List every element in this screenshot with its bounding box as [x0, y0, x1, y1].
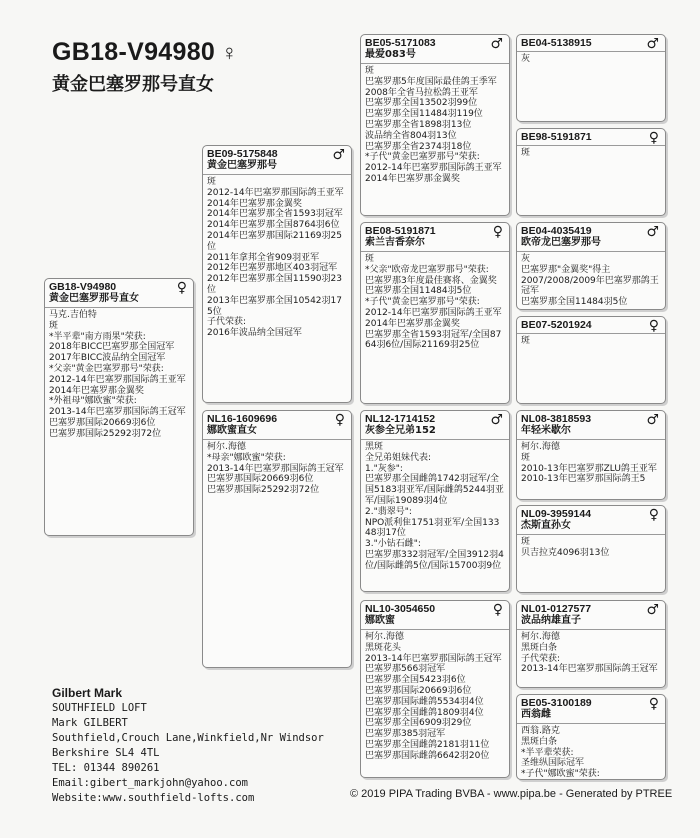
bird-name: 西翁雌	[521, 709, 551, 720]
female-icon: ♀	[176, 280, 187, 296]
owner-info	[52, 686, 324, 806]
ring-number: BE05-5171083	[365, 37, 436, 49]
pedigree-card-sss	[516, 34, 666, 122]
ring-number: NL16-1609696	[207, 413, 278, 425]
ring-number: BE07-5201924	[521, 319, 592, 331]
owner-tel: TEL: 01344 890261	[52, 762, 160, 774]
pedigree-card-ddd	[516, 694, 666, 780]
divider	[517, 629, 665, 630]
ring-number: NL09-3959144	[521, 508, 592, 520]
bird-description: 斑	[521, 336, 531, 346]
divider	[517, 333, 665, 334]
pedigree-card-sire-dam	[360, 222, 510, 404]
pedigree-card-dss	[516, 410, 666, 500]
divider	[517, 145, 665, 146]
ring-number: BE98-5191871	[521, 131, 592, 143]
ring-number: NL10-3054650	[365, 603, 436, 615]
bird-description: 灰 巴塞罗那"金翼奖"得主 2007/2008/2009年巴塞罗那鸽王冠军 巴塞罗那全国11484羽5位	[521, 254, 659, 308]
divider	[517, 723, 665, 724]
male-icon: ♂	[646, 412, 659, 428]
page-subtitle: 黄金巴塞罗那号直女	[52, 74, 214, 95]
bird-name: 黄金巴塞罗那号	[207, 160, 277, 171]
ring-number: NL12-1714152	[365, 413, 436, 425]
ring-number: NL01-0127577	[521, 603, 592, 615]
bird-description: 柯尔.海德 黑斑花头 2013-14年巴塞罗那国际鸽王冠军 巴塞罗那566羽冠军 巴塞罗那全国5423羽6位 巴塞罗那国际20669羽6位 巴塞罗那国际雌鸽5534羽4位 巴塞罗那全国雌鸽1809羽4位 巴塞罗那全国6909羽29位 巴塞罗那385羽冠军 巴塞罗那全国雌鸽2181羽11位 巴塞罗那国际雌鸽6642羽20位	[365, 632, 502, 761]
female-icon: ♀	[648, 318, 659, 334]
bird-description: 柯尔.海德 斑 2010-13年巴塞罗那ZLU鸽王亚军 2010-13年巴塞罗那国际鸽王5	[521, 442, 657, 485]
divider	[517, 51, 665, 52]
female-icon: ♀	[492, 602, 503, 618]
bird-description: 西翁.路克 黑斑白条 *半平辈荣获: 圣维纵国际冠军 *子代"娜欧蜜"荣获:	[521, 726, 600, 780]
divider	[45, 307, 193, 308]
bird-name: 波品纳雄直子	[521, 615, 581, 626]
bird-description: 马克.吉伯特 斑 *半平辈"南方雨果"荣获: 2018年BICC巴塞罗那全国冠军 2017年BICC波品纳全国冠军 *父亲"黄金巴塞罗那号"荣获: 2012-14年巴塞罗那国际鸽王亚军 2014年巴塞罗那金翼奖 *外祖母"娜欧蜜"荣获: 2013-14年巴塞罗那国际鸽王冠军 巴塞罗那国际20669羽6位 巴塞罗那国际25292羽72位	[49, 310, 186, 439]
ring-number: NL08-3818593	[521, 413, 592, 425]
pedigree-card-ssd	[516, 128, 666, 216]
female-icon: ♀	[334, 412, 345, 428]
pedigree-card-sire-sire	[360, 34, 510, 216]
owner-postcode: Berkshire SL4 4TL	[52, 747, 160, 759]
divider	[517, 439, 665, 440]
ring-number: BE09-5175848	[207, 148, 278, 160]
bird-description: 斑 巴塞罗那5年度国际最佳鸽王季军 2008年全省马拉松鸽王亚军 巴塞罗那全国13502羽99位 巴塞罗那全国11484羽119位 巴塞罗那全省1898羽13位 波品纳全省804羽13位 巴塞罗那全省2374羽18位 *子代"黄金巴塞罗那号"荣获: 2012-14年巴塞罗那国际鸽王亚军 2014年巴塞罗那金翼奖	[365, 66, 502, 184]
owner-loft: SOUTHFIELD LOFT	[52, 702, 147, 714]
page-title	[52, 38, 238, 67]
ring-number: BE05-3100189	[521, 697, 592, 709]
bird-description: 斑 *父亲"欧帝龙巴塞罗那号"荣获: 巴塞罗那3年度最佳赛将、金翼奖 巴塞罗那全国11484羽5位 *子代"黄金巴塞罗那号"荣获: 2012-14年巴塞罗那国际鸽王亚军 2014年巴塞罗那金翼奖 巴塞罗那全省1593羽冠军/全国8764羽6位/国际21169羽25位	[365, 254, 502, 351]
bird-description: 斑 2012-14年巴塞罗那国际鸽王亚军 2014年巴塞罗那金翼奖 2014年巴塞罗那全省1593羽冠军 2014年巴塞罗那全国8764羽6位 2014年巴塞罗那国际21169羽25位 2011年拿邦全省909羽亚军 2012年巴塞罗那地区403羽冠军 2012年巴塞罗那全国11590羽23位 2013年巴塞罗那全国10542羽175位 子代荣获: 2016年波品纳全国冠军	[207, 177, 344, 339]
owner-website: Website:www.southfield-lofts.com	[52, 792, 255, 804]
ring-number: GB18-V94980	[49, 281, 117, 293]
bird-description: 斑	[521, 148, 531, 158]
bird-description: 黑斑 全兄弟姐妹代表: 1."灰参": 巴塞罗那全国雌鸽1742羽冠军/全国5183羽亚军/国际雌鸽5244羽亚军/国际19089羽4位 2."翡翠号": NPO派利隹1751羽亚军/全国13348羽17位 3."小钻石雌": 巴塞罗那332羽冠军/全国3912羽4位/国际雌鸽5位/国际15700羽9位	[365, 442, 504, 571]
pedigree-card-dsd	[516, 505, 666, 593]
bird-name: 索兰吉香奈尔	[365, 237, 425, 248]
owner-contact: Mark GILBERT	[52, 717, 128, 729]
ring-number: BE08-5191871	[365, 225, 436, 237]
male-icon: ♂	[646, 36, 659, 52]
male-icon: ♂	[490, 412, 503, 428]
ring-number: BE04-5138915	[521, 37, 592, 49]
female-icon: ♀	[492, 224, 503, 240]
divider	[361, 251, 509, 252]
divider	[203, 439, 351, 440]
male-icon: ♂	[646, 602, 659, 618]
pedigree-card-subject	[44, 278, 194, 536]
bird-name: 娜欧蜜直女	[207, 425, 257, 436]
title-ring: GB18-V94980	[52, 38, 216, 66]
bird-description: 灰	[521, 54, 531, 64]
owner-address: Southfield,Crouch Lane,Winkfield,Nr Windsor	[52, 732, 324, 744]
female-icon: ♀	[648, 130, 659, 146]
divider	[517, 251, 665, 252]
bird-name: 杰斯直孙女	[521, 520, 571, 531]
male-icon: ♂	[490, 36, 503, 52]
divider	[361, 629, 509, 630]
female-icon: ♀	[648, 696, 659, 712]
pedigree-card-sdd	[516, 316, 666, 404]
divider	[517, 534, 665, 535]
pedigree-card-dam-sire	[360, 410, 510, 592]
bird-name: 灰参全兄弟152	[365, 425, 436, 436]
bird-name: 娜欧蜜	[365, 615, 395, 626]
pedigree-card-sds	[516, 222, 666, 310]
male-icon: ♂	[332, 147, 345, 163]
bird-name: 欧帝龙巴塞罗那号	[521, 237, 601, 248]
female-icon: ♀	[221, 40, 238, 65]
male-icon: ♂	[646, 224, 659, 240]
owner-name: Gilbert Mark	[52, 686, 123, 700]
pedigree-card-dam-dam	[360, 600, 510, 778]
owner-email: Email:gibert_markjohn@yahoo.com	[52, 777, 248, 789]
divider	[203, 174, 351, 175]
bird-description: 斑 贝吉拉克4096羽13位	[521, 537, 610, 558]
pedigree-card-sire	[202, 145, 352, 403]
bird-name: 最爱083号	[365, 49, 416, 60]
footer-credit: © 2019 PIPA Trading BVBA - www.pipa.be - Generated by PTREE	[350, 788, 673, 800]
pedigree-card-dam	[202, 410, 352, 668]
divider	[361, 63, 509, 64]
bird-description: 柯尔.海德 *母亲"娜欧蜜"荣获: 2013-14年巴塞罗那国际鸽王冠军 巴塞罗那国际20669羽6位 巴塞罗那国际25292羽72位	[207, 442, 344, 496]
ring-number: BE04-4035419	[521, 225, 592, 237]
divider	[361, 439, 509, 440]
bird-name: 年轻米歇尔	[521, 425, 571, 436]
female-icon: ♀	[648, 507, 659, 523]
bird-name: 黄金巴塞罗那号直女	[49, 293, 139, 304]
bird-description: 柯尔.海德 黑斑白条 子代荣获: 2013-14年巴塞罗那国际鸽王冠军	[521, 632, 658, 675]
pedigree-card-dds	[516, 600, 666, 688]
